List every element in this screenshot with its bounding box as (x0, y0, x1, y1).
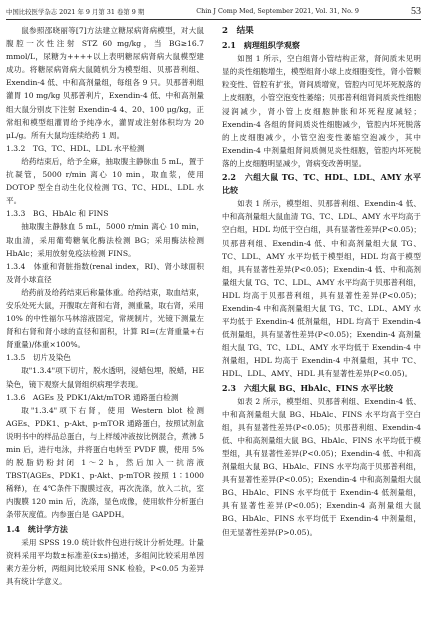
left-column (6, 24, 204, 588)
heading-1-3-4: 1.3.4 体重和肾脏指数(renal index，RI)、肾小球面积及肾小球直径 (6, 261, 204, 284)
paragraph-model-groups: 鼠参照邵晓丽等[7]方法建立糖尿病肾病模型，对大鼠腹腔一次性注射 STZ 60 mg/kg，当 BG≥16.7 mmol/L，尿糖为++++以上表明糖尿病肾病大鼠模型建成功。将糖尿病肾病大鼠随机分为模型组、贝那普利组、Exendin-4 低、中和高剂量组，每组各 9 只。贝那普利组灌胃 10 mg/kg 贝那普利片，Exendin-4 低、中和高剂量组大鼠分别皮下注射 Exendin-4 4、20、100 μg/kg，正常组和模型组灌胃给予纯净水，灌胃或注射体积均为 20 μL/g。所有大鼠均连续给药 1 周。 (6, 26, 204, 140)
header-rule (6, 19, 421, 20)
paragraph-renal-index: 给药前及给药结束后称量体重。给药结束，取血结束，安乐处死大鼠，开腹取左肾和右肾，测重量，取右肾，采用 10% 的中性福尔马林溶液固定，常规制片，光镜下测量左肾和右肾和肾小球的直径和面积，计算 RI=(左肾重量+右肾重量)/体重×100%。 (6, 287, 204, 350)
page-number: 53 (411, 5, 421, 17)
paragraph-glucose-results: 如表 2 所示，模型组、贝那普利组、Exendin-4 低、中和高剂量组大鼠 BG、HbAlc、FINS 水平均高于空白组，具有显著性差异(P<0.05)；贝那普利组、Exendin-4 低、中和高剂量组大鼠 BG、HbAlc、FINS 水平均低于模型组，具有显著性差异(P<0.05)；Exendin-4 低、中和高剂量组大鼠 BG、HbAlc、FINS 水平均高于贝那普利组，具有显著性差异(P<0.05)；Exendin-4 中和高剂量组大鼠 BG、HbAlc、FINS 水平均低于 Exendin-4 低剂量组，具有显著性差异(P<0.05)；Exendin-4 高剂量组大鼠 BG、HbAlc、FINS 水平均低于 Exendin-4 中剂量组，但无显著性差异(P>0.05)。 (222, 396, 421, 537)
heading-1-3-2: 1.3.2 TG、TC、HDL、LDL 水平检测 (6, 143, 145, 153)
journal-name-en: Chin J Comp Med, September 2021, Vol. 31, No. 9 (196, 7, 360, 15)
journal-name-cn: 中国比较医学杂志 2021 年 9 月第 31 卷第 9 期 (6, 7, 145, 16)
paragraph-western-blot: 取"1.3.4"项下右肾，使用 Western blot 检测 AGEs、PDK1、p-Akt、p-mTOR 通路蛋白，按照试剂盒说明书中的样品总蛋白，与上样缓冲液按比例混合，煮沸 5 min 后，进行电泳，并将蛋白电转至 PVDF 膜，使用 5% 的脱脂奶粉封闭 1～2 h，然后加入一抗溶液 TBST(AGEs、PDK1、p-Akt、p-mTOR 按照 1∶1000 稀释)，在 4℃条件下腹膜过夜，再次洗涤，放入二抗，室内腹膜 120 min 后，洗涤，显色成像，使用软件分析蛋白条带灰度值。内参蛋白是 GAPDH。 (6, 405, 204, 520)
paragraph-lipid-results: 如表 1 所示，模型组、贝那普利组、Exendin-4 低、中和高剂量组大鼠血清 TG、TC、LDL、AMY 水平均高于空白组，HDL 均低于空白组，具有显著性差异(P<0.05)；贝那普利组、Exendin-4 低、中和高剂量组大鼠 TG、TC、LDL、AMY 水平均低于模型组，HDL 均高于模型组，具有显著性差异(P<0.05)；Exendin-4 低、中和高剂量组大鼠 TG、TC、LDL、AMY 水平均高于贝那普利组，HDL 均高于贝那普利组，具有显著性差异(P<0.05)；Exendin-4 中和高剂量组大鼠 TG、TC、LDL、AMY 水平均低于 Exendin-4 低剂量组，HDL 均高于 Exendin-4 低剂量组，具有显著性差异(P<0.05)；Exendin-4 高剂量组大鼠 TG、TC、LDL、AMY 水平均低于 Exendin-4 中剂量组，HDL 均高于 Exendin-4 中剂量组，其中 TC、HDL、LDL、AMY、HDL 具有显著性差异(P<0.05)。 (222, 199, 421, 379)
heading-2-results: 2 结果 (222, 26, 254, 36)
paragraph-staining: 取"1.3.4"项下切片，脱水透明，浸蜡包埋，脱蜡，HE 染色，镜下观察大鼠肾组织病理学表现。 (6, 366, 204, 389)
paragraph-bg-detection: 抽取腹主静脉血 5 mL，5000 r/min 离心 10 min，取血清，采用葡萄糖氧化酶法检测 BG；采用酶法检测 HbAlc；采用放射免疫法检测 FINS。 (6, 222, 204, 258)
heading-2-1: 2.1 病理组织学观察 (222, 40, 300, 51)
right-column (222, 24, 421, 539)
paragraph-lipid-detection: 给药结束后，给予全麻，抽取腹主静脉血 5 mL，置于抗凝管，5000 r/min 离心 10 min，取血浆，使用 DOTOP 型全自动生化仪检测 TG、TC、HDL、LDL 水平。 (6, 156, 204, 206)
heading-1-3-5: 1.3.5 切片及染色 (6, 353, 71, 363)
heading-1-3-6: 1.3.6 AGEs 及 PDK1/Akt/mTOR 通路蛋白检测 (6, 392, 179, 402)
heading-2-2: 2.2 六组大鼠 TG、TC、HDL、LDL、AMY 水平比较 (222, 172, 421, 196)
heading-1-3-3: 1.3.3 BG、HbAlc 和 FINS (6, 209, 109, 219)
paragraph-pathology: 如图 1 所示，空白组肾小管结构正常，肾间质未见明显的炎性细胞增生，模型组肾小球上皮细胞变性，肾小管颗粒变性、管腔有扩张，肾间质增宽，管腔内可见坏死脱落的上皮细胞，小管空泡变性萎缩；贝那普利组肾间质炎性细胞浸润减少，肾小管上皮细胞肿胀和坏死程度减轻；Exendin-4 各组的肾间质炎性细胞减少，管腔内坏死脱落的上皮细胞减少，小管空泡变性萎缩空泡减少，其中 Exendin-4 中剂量组肾间质侧见炎性细胞，管腔内坏死脱落的上皮细胞明显减少，肾病变改善明显。 (222, 54, 421, 168)
heading-1-4: 1.4 统计学方法 (6, 523, 68, 534)
paragraph-statistics: 采用 SPSS 19.0 统计软件包进行统计分析处理。计量资料采用平均数±标准差(x̄±s)描述，多组间比较采用单因素方差分析，两组间比较采用 SNK 检验，P<0.05 为差异具有统计学意义。 (6, 537, 204, 586)
heading-2-3: 2.3 六组大鼠 BG、HbAlc、FINS 水平比较 (222, 382, 394, 393)
running-head (6, 4, 421, 18)
